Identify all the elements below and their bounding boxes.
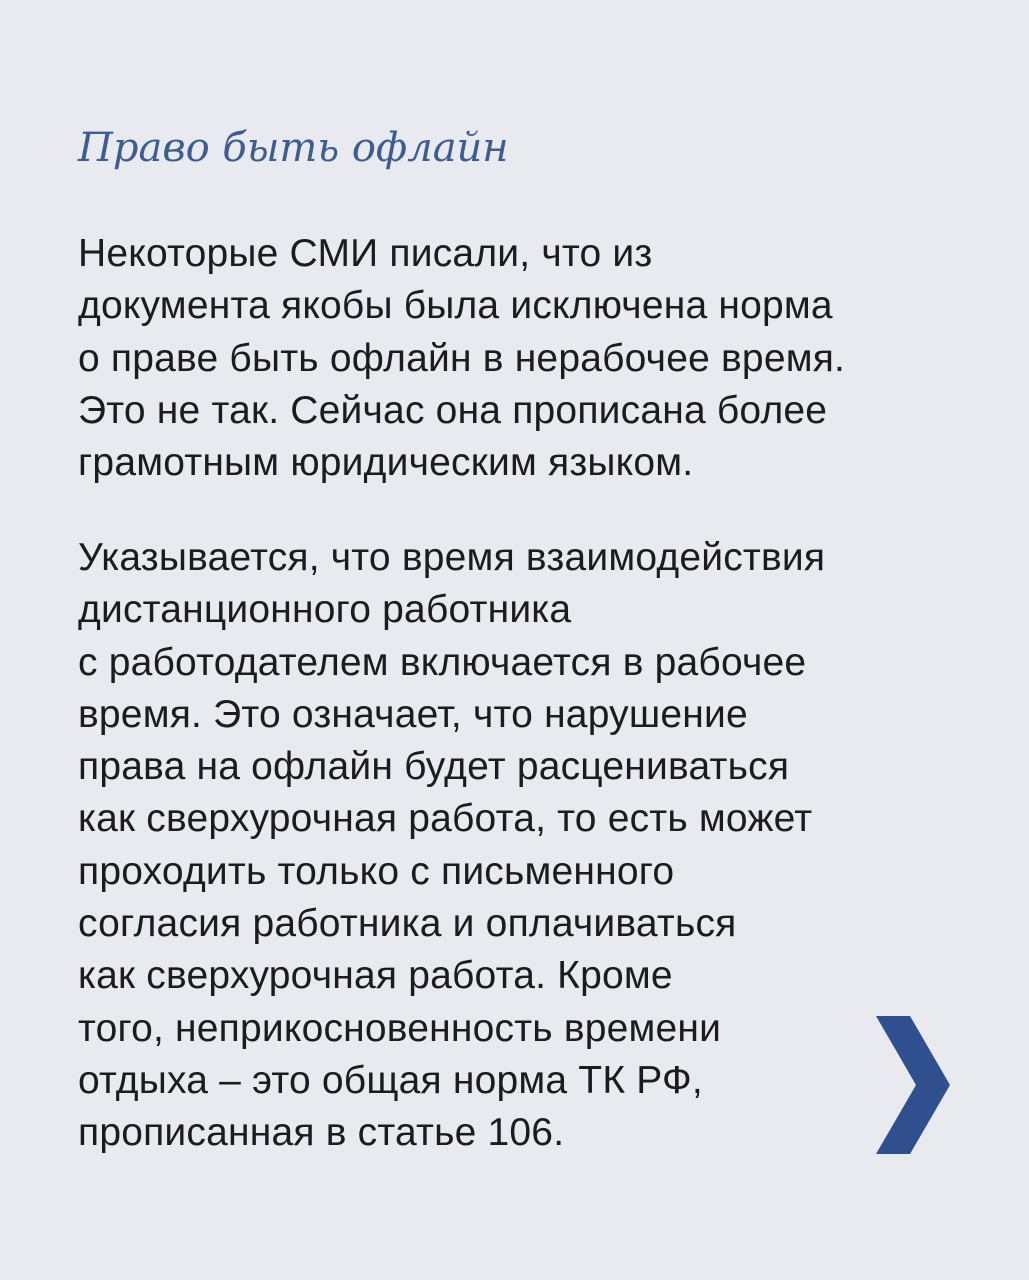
text-line: как сверхурочная работа, то есть может — [78, 797, 813, 841]
paragraph-1 — [78, 228, 845, 489]
text-line: отдыха – это общая норма ТК РФ, — [78, 1058, 703, 1102]
next-slide-button[interactable] — [874, 1014, 952, 1156]
chevron-right-icon — [874, 1014, 952, 1156]
text-line: того, неприкосновенность времени — [78, 1006, 722, 1050]
text-line: документа якобы была исключена норма — [78, 284, 833, 328]
text-line: время. Это означает, что нарушение — [78, 692, 748, 736]
text-line: Указывается, что время взаимодействия — [78, 536, 826, 579]
text-line: о праве быть офлайн в нерабочее время. — [78, 336, 846, 380]
text-line: права на офлайн будет расцениваться — [78, 745, 790, 789]
text-line: согласия работника и оплачиваться — [78, 902, 737, 946]
text-line: дистанционного работника — [78, 588, 572, 632]
text-line: Это не так. Сейчас она прописана более — [78, 388, 828, 432]
paragraph-2 — [78, 532, 825, 1160]
text-line: проходить только с письменного — [78, 849, 675, 893]
page-title: Право быть офлайн — [78, 125, 509, 171]
text-line: грамотным юридическим языком. — [78, 441, 694, 485]
text-line: Некоторые СМИ писали, что из — [78, 232, 653, 275]
text-line: прописанная в статье 106. — [78, 1111, 565, 1155]
text-line: как сверхурочная работа. Кроме — [78, 954, 673, 998]
text-line: с работодателем включается в рабочее — [78, 640, 807, 684]
